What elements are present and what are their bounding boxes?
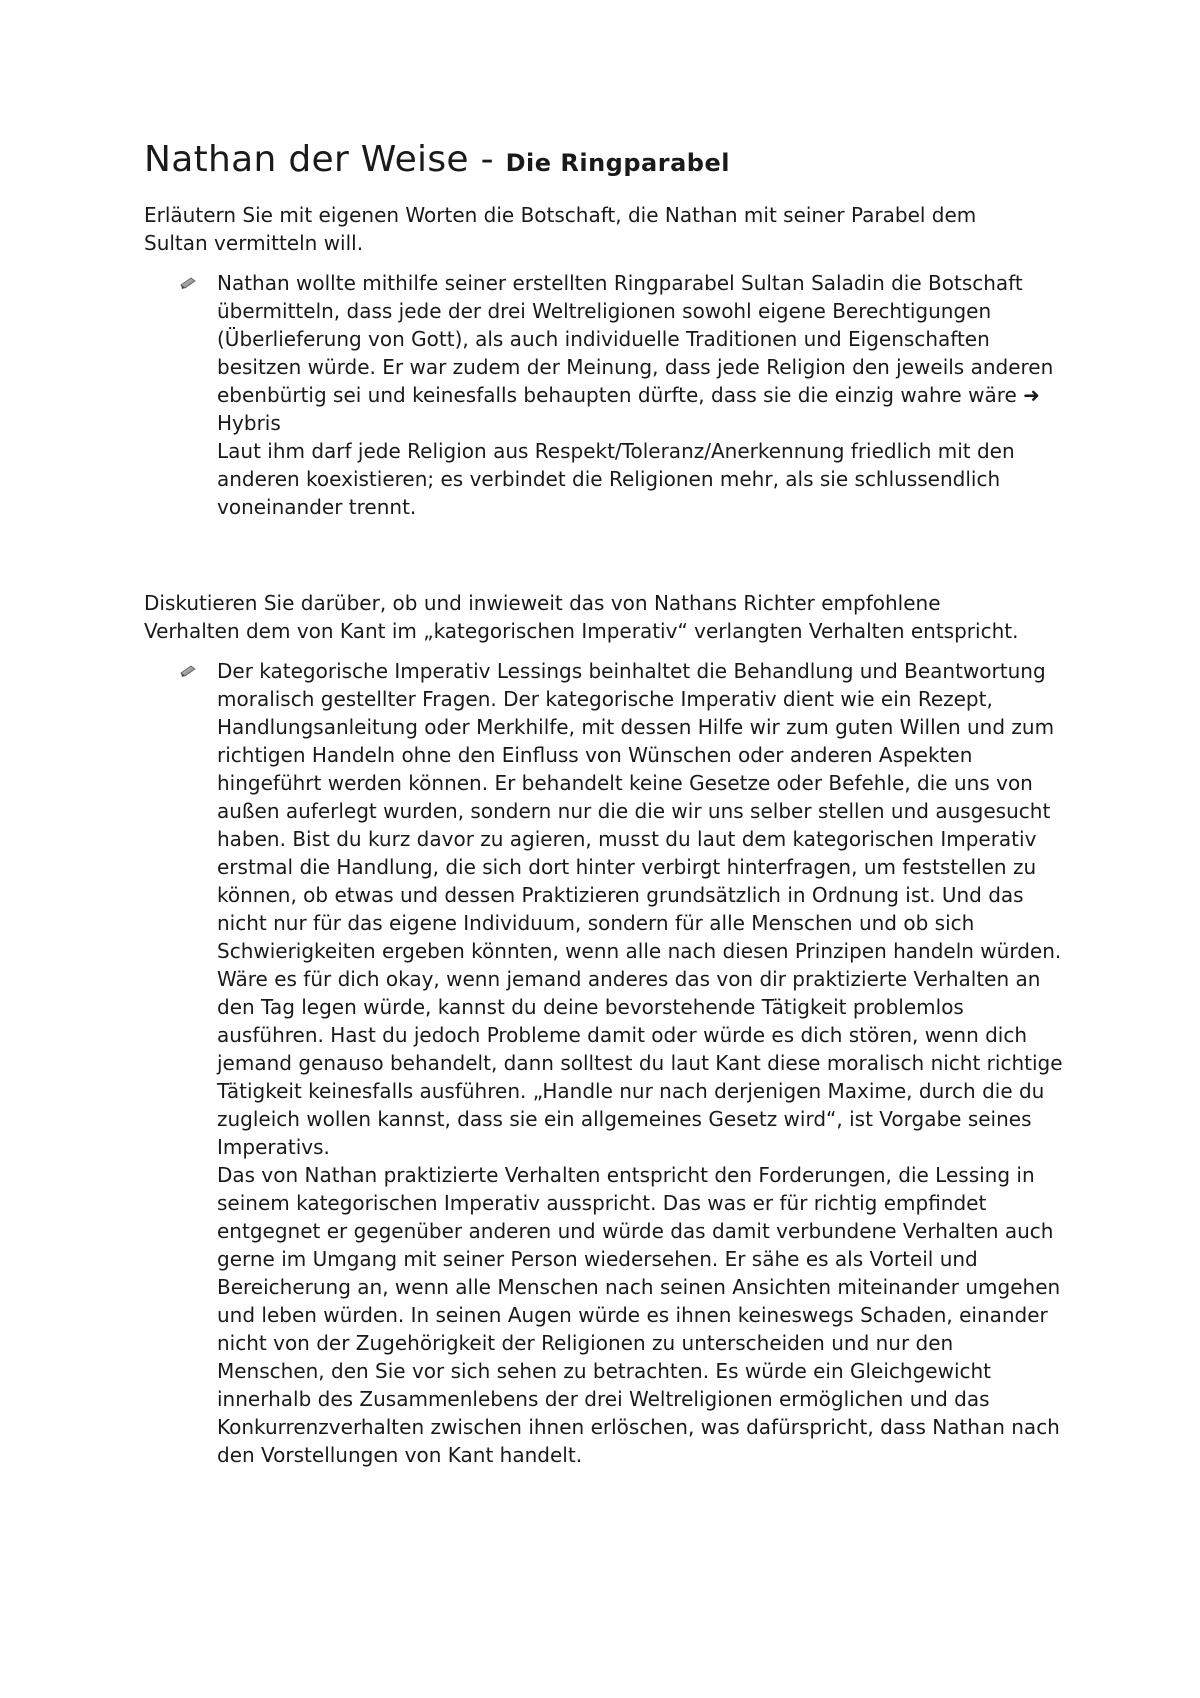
pencil-bullet-icon <box>180 664 196 678</box>
answer-item-1 <box>144 269 1067 521</box>
document-title <box>144 138 1064 181</box>
answer-1-paragraph-2: Laut ihm darf jede Religion aus Respekt/Toleranz/Anerkennung friedlich mit den anderen koexistieren; es verbindet die Religionen mehr, als sie schlussendlich voneinander trennt. <box>217 439 1015 520</box>
section-spacer <box>144 521 1064 589</box>
question-2: Diskutieren Sie darüber, ob und inwieweit das von Nathans Richter empfohlene Verhalten dem von Kant im „kategorischen Imperativ“ verlangten Verhalten entspricht. <box>144 591 1019 644</box>
title-subtitle: Die Ringparabel <box>505 149 730 177</box>
title-main: Nathan der Weise <box>144 139 469 180</box>
answer-item-2 <box>144 657 1067 1469</box>
answer-1-paragraph-1: Nathan wollte mithilfe seiner erstellten Ringparabel Sultan Saladin die Botschaft übermitteln, dass jede der drei Weltreligionen sowohl eigene Berechtigungen (Überlieferung von Gott), als auch individuelle Traditionen und Eigenschaften besitzen würde. Er war zudem der Meinung, dass jede Religion den jeweils anderen ebenbürtig sei und keinesfalls behaupten dürfte, dass sie die einzig wahre wäre ➜ Hybris <box>217 271 1054 436</box>
title-separator: - <box>468 139 506 180</box>
pencil-bullet-icon <box>180 276 196 290</box>
question-1: Erläutern Sie mit eigenen Worten die Botschaft, die Nathan mit seiner Parabel dem Sultan vermitteln will. <box>144 203 977 256</box>
answer-2-paragraph-2: Das von Nathan praktizierte Verhalten entspricht den Forderungen, die Lessing in seinem kategorischen Imperativ ausspricht. Das was er für richtig empfindet entgegnet er gegenüber anderen und würde das damit verbundene Verhalten auch gerne im Umgang mit seiner Person wiedersehen. Er sähe es als Vorteil und Bereicherung an, wenn alle Menschen nach seinen Ansichten miteinander umgehen und leben würden. In seinen Augen würde es ihnen keineswegs Schaden, einander nicht von der Zugehörigkeit der Religionen zu unterscheiden und nur den Menschen, den Sie vor sich sehen zu betrachten. Es würde ein Gleichgewicht innerhalb des Zusammenlebens der drei Weltreligionen ermöglichen und das Konkurrenzverhalten zwischen ihnen erlöschen, was dafürspricht, dass Nathan nach den Vorstellungen von Kant handelt. <box>217 1163 1061 1468</box>
answer-list-2 <box>144 657 1064 1469</box>
answer-list-1 <box>144 269 1064 521</box>
answer-2-paragraph-1: Der kategorische Imperativ Lessings beinhaltet die Behandlung und Beantwortung moralisch gestellter Fragen. Der kategorische Imperativ dient wie ein Rezept, Handlungsanleitung oder Merkhilfe, mit dessen Hilfe wir zum guten Willen und zum richtigen Handeln ohne den Einfluss von Wünschen oder anderen Aspekten hingeführt werden können. Er behandelt keine Gesetze oder Befehle, die uns von außen auferlegt wurden, sondern nur die die wir uns selber stellen und ausgesucht haben. Bist du kurz davor zu agieren, musst du laut dem kategorischen Imperativ erstmal die Handlung, die sich dort hinter verbirgt hinterfragen, um feststellen zu können, ob etwas und dessen Praktizieren grundsätzlich in Ordnung ist. Und das nicht nur für das eigene Individuum, sondern für alle Menschen und ob sich Schwierigkeiten ergeben könnten, wenn alle nach diesen Prinzipen handeln würden. Wäre es für dich okay, wenn jemand anderes das von dir praktizierte Verhalten an den Tag legen würde, kannst du deine bevorstehende Tätigkeit problemlos ausführen. Hast du jedoch Probleme damit oder würde es dich stören, wenn dich jemand genauso behandelt, dann solltest du laut Kant diese moralisch nicht richtige Tätigkeit keinesfalls ausführen. „Handle nur nach derjenigen Maxime, durch die du zugleich wollen kannst, dass sie ein allgemeines Gesetz wird“, ist Vorgabe seines Imperativs. <box>217 659 1063 1160</box>
document-page <box>144 138 1064 1469</box>
